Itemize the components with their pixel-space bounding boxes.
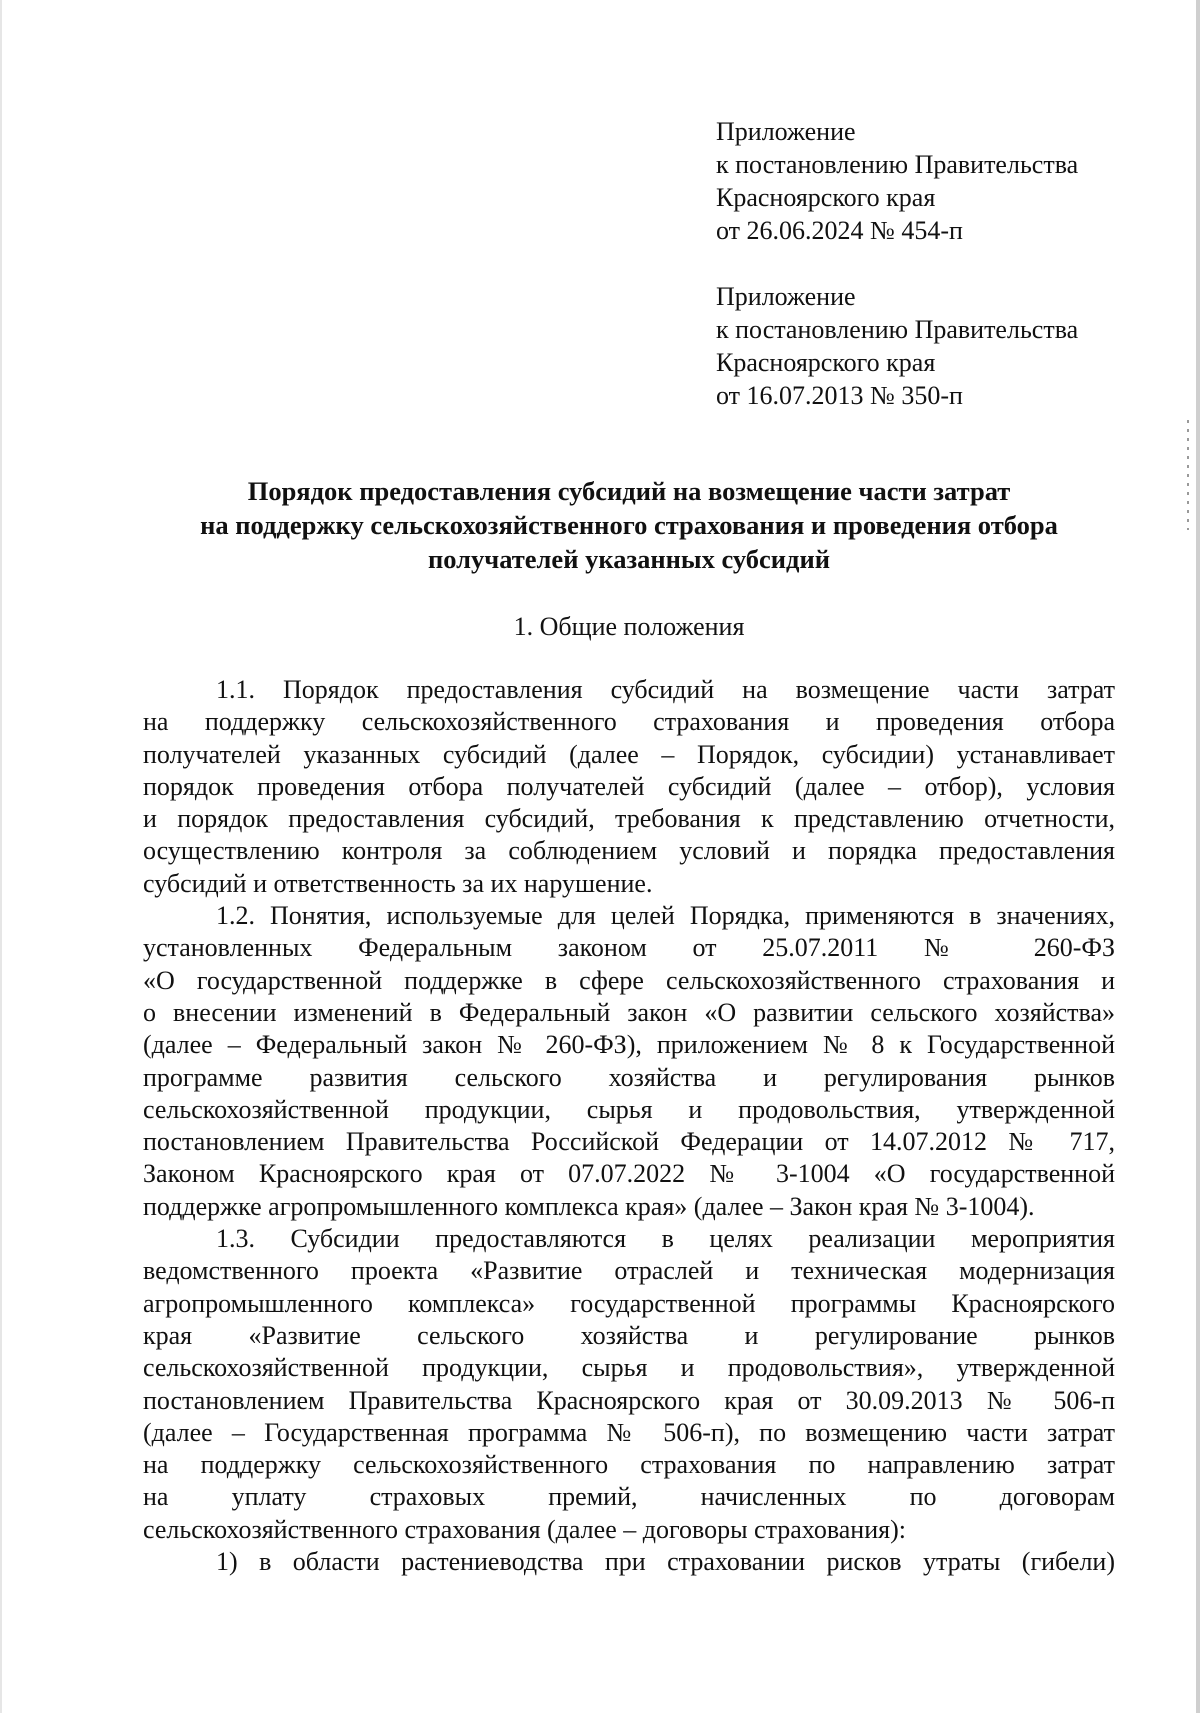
- scan-edge-right: [1196, 0, 1200, 1713]
- title-line: получателей указанных субсидий: [427, 544, 830, 574]
- scan-edge-left: [0, 0, 2, 1713]
- title-line: на поддержку сельскохозяйственного страхования и проведения отбора: [200, 510, 1058, 540]
- appendix-label: Приложение: [716, 282, 856, 311]
- document-title: [140, 474, 1118, 576]
- appendix-reference: к постановлению Правительства: [716, 315, 1079, 344]
- appendix-region: Красноярского края: [716, 183, 936, 212]
- text-line: 1.1. Порядок предоставления субсидий на возмещение части затрат: [216, 675, 1115, 704]
- text-line: получателей указанных субсидий (далее – Порядок, субсидии) устанавливает: [143, 739, 1115, 769]
- appendix-block-original: [716, 280, 1078, 412]
- text-line: ведомственного проекта «Развитие отраслей и техническая модернизация: [143, 1256, 1115, 1286]
- section-heading: 1. Общие положения: [513, 612, 745, 641]
- text-line: поддержке агропромышленного комплекса края» (далее – Закон края № 3-1004).: [143, 1191, 1035, 1221]
- list-item-1: [143, 1546, 1115, 1578]
- text-line: осуществлению контроля за соблюдением условий и порядка предоставления: [143, 836, 1115, 866]
- text-line: агропромышленного комплекса» государственной программы Красноярского: [143, 1288, 1115, 1318]
- text-line: 1.3. Субсидии предоставляются в целях реализации мероприятия: [216, 1224, 1115, 1254]
- text-line: Законом Красноярского края от 07.07.2022 № 3-1004 «О государственной: [143, 1159, 1115, 1189]
- text-line: «О государственной поддержке в сфере сельскохозяйственного страхования и: [143, 965, 1115, 995]
- appendix-date-number: от 16.07.2013 № 350-п: [716, 381, 963, 410]
- text-line: субсидий и ответственность за их нарушение.: [143, 868, 653, 898]
- text-line: края «Развитие сельского хозяйства и регулирование рынков: [143, 1320, 1115, 1350]
- scan-artifact-dots: [1187, 420, 1189, 530]
- text-line: сельскохозяйственной продукции, сырья и продовольствия, утвержденной: [143, 1094, 1115, 1124]
- appendix-date-number: от 26.06.2024 № 454-п: [716, 216, 963, 245]
- text-line: 1) в области растениеводства при страховании рисков утраты (гибели): [216, 1547, 1115, 1577]
- appendix-label: Приложение: [716, 117, 856, 146]
- text-line: сельскохозяйственного страхования (далее – договоры страхования):: [143, 1514, 906, 1544]
- appendix-block-current: [716, 115, 1078, 247]
- text-line: о внесении изменений в Федеральный закон «О развитии сельского хозяйства»: [143, 997, 1115, 1027]
- document-body: [143, 674, 1115, 1578]
- appendix-region: Красноярского края: [716, 348, 936, 377]
- text-line: установленных Федеральным законом от 25.07.2011 № 260-ФЗ: [143, 933, 1115, 963]
- text-line: постановлением Правительства Красноярского края от 30.09.2013 № 506-п: [143, 1385, 1115, 1415]
- title-line: Порядок предоставления субсидий на возмещение части затрат: [247, 476, 1011, 506]
- paragraph-1-1: [143, 674, 1115, 900]
- text-line: программе развития сельского хозяйства и регулирования рынков: [143, 1062, 1115, 1092]
- text-line: на поддержку сельскохозяйственного страхования и проведения отбора: [143, 707, 1115, 737]
- text-line: 1.2. Понятия, используемые для целей Порядка, применяются в значениях,: [216, 901, 1115, 931]
- paragraph-1-3: [143, 1223, 1115, 1546]
- text-line: (далее – Федеральный закон № 260-ФЗ), приложением № 8 к Государственной: [143, 1030, 1115, 1060]
- paragraph-1-2: [143, 900, 1115, 1223]
- text-line: сельскохозяйственной продукции, сырья и продовольствия», утвержденной: [143, 1353, 1115, 1383]
- text-line: порядок проведения отбора получателей субсидий (далее – отбор), условия: [143, 771, 1115, 801]
- text-line: постановлением Правительства Российской Федерации от 14.07.2012 № 717,: [143, 1127, 1115, 1157]
- text-line: (далее – Государственная программа № 506-п), по возмещению части затрат: [143, 1417, 1115, 1447]
- text-line: на поддержку сельскохозяйственного страхования по направлению затрат: [143, 1450, 1115, 1480]
- text-line: и порядок предоставления субсидий, требования к представлению отчетности,: [143, 804, 1115, 834]
- text-line: на уплату страховых премий, начисленных по договорам: [143, 1482, 1115, 1512]
- appendix-reference: к постановлению Правительства: [716, 150, 1079, 179]
